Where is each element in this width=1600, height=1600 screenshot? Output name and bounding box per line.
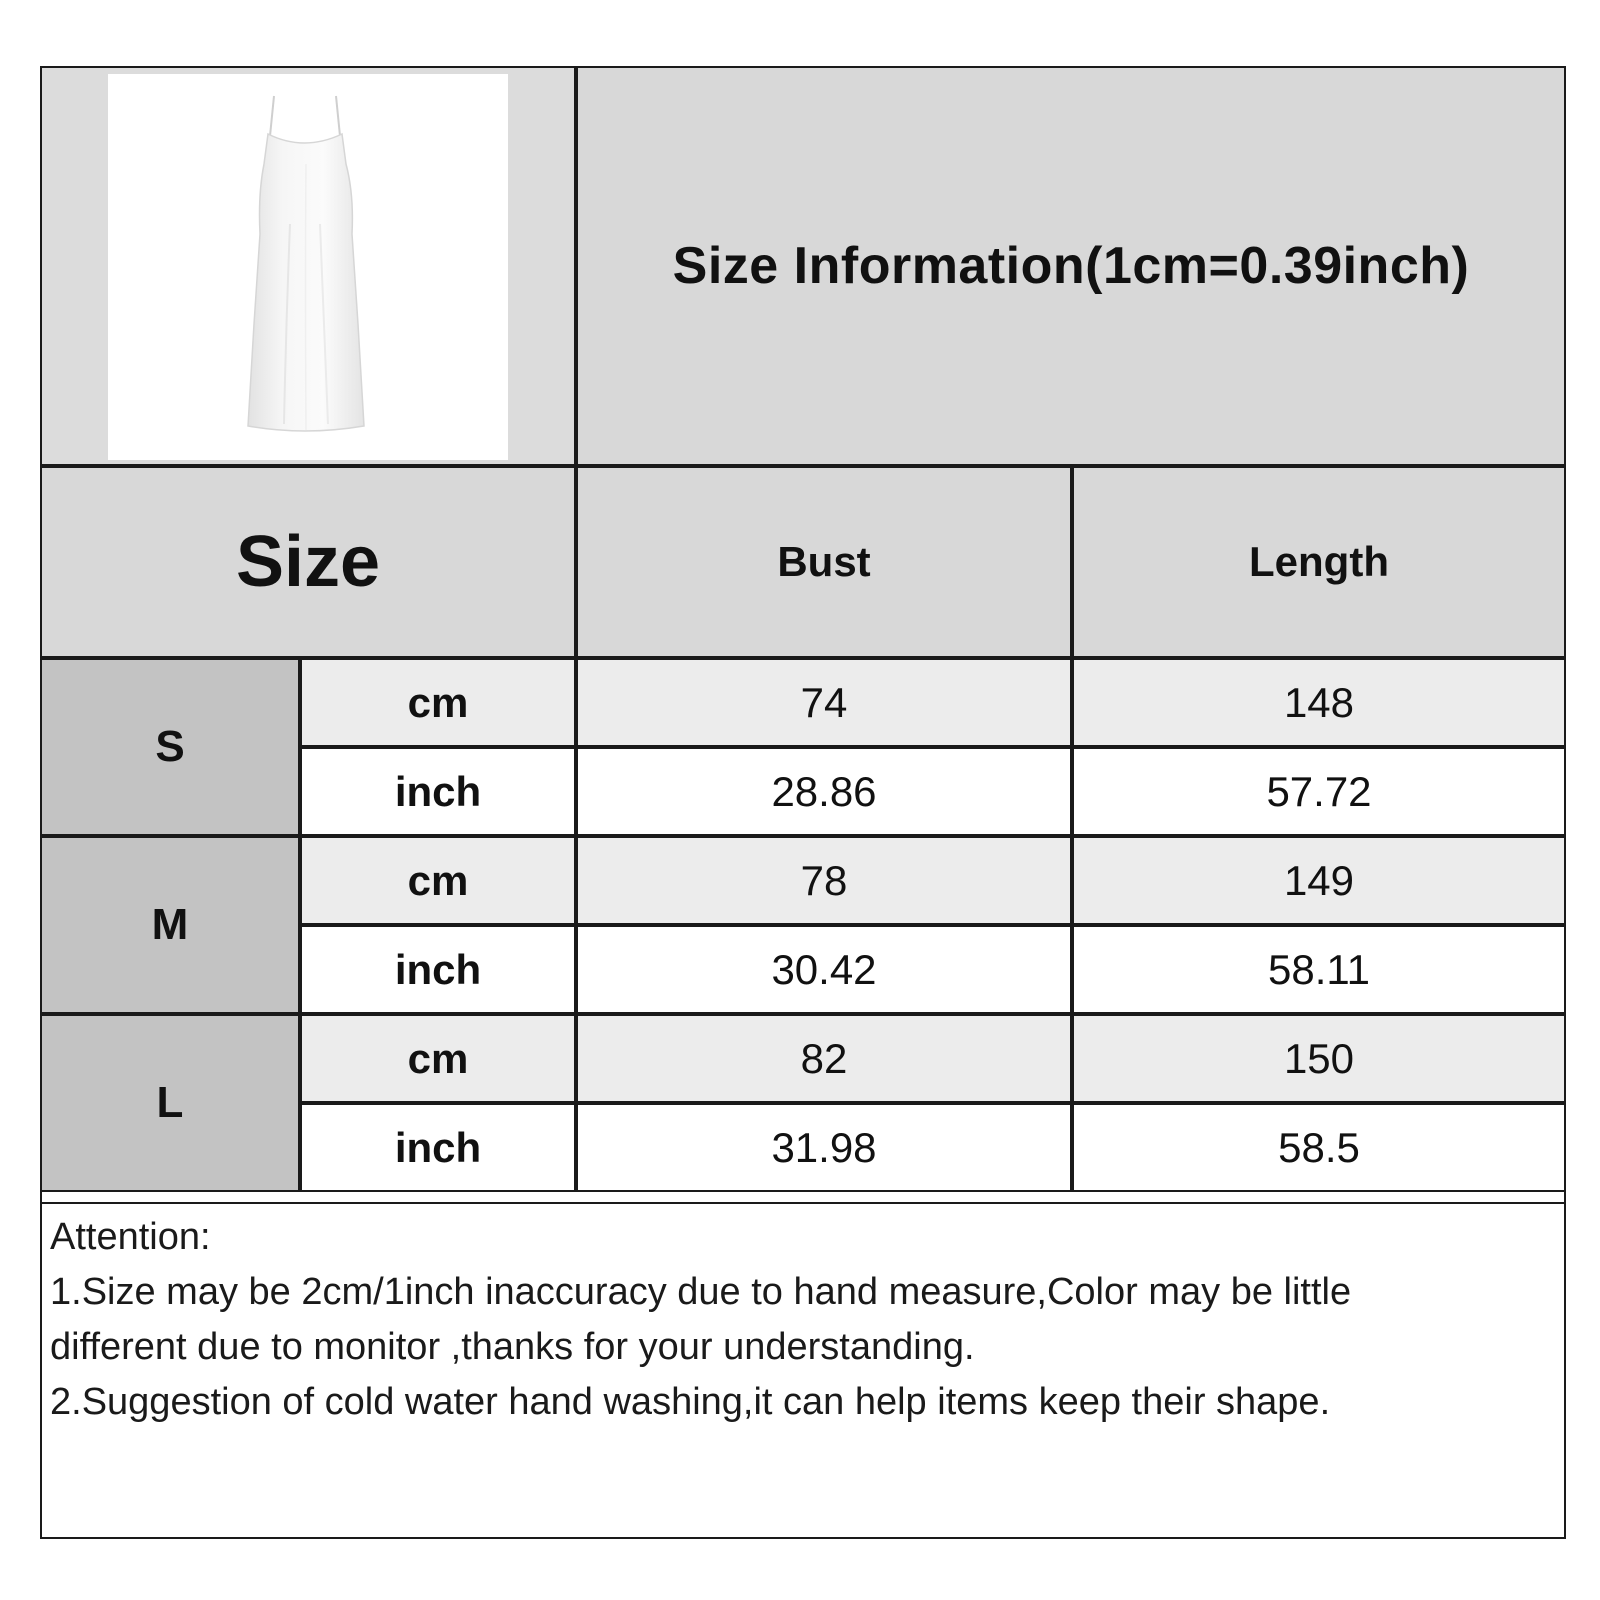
attention-heading: Attention:: [50, 1216, 211, 1258]
size-cell-m: [42, 836, 300, 1014]
page-title: Size Information(1cm=0.39inch): [672, 237, 1470, 295]
bust-value-cell: [576, 925, 1072, 1014]
unit-label: cm: [407, 678, 469, 726]
bust-value-cell: [576, 1103, 1072, 1192]
length-header-cell: [1072, 466, 1564, 658]
length-value-cell: [1072, 747, 1564, 836]
bust-value-cell: [576, 747, 1072, 836]
bust-header-cell: [576, 466, 1072, 658]
bust-value-cell: [576, 836, 1072, 925]
bust-value: 74: [800, 678, 848, 726]
unit-label: inch: [394, 767, 482, 815]
length-value-cell: [1072, 1103, 1564, 1192]
bust-value-cell: [576, 1014, 1072, 1103]
unit-label: inch: [394, 1123, 482, 1171]
size-label: L: [156, 1078, 184, 1127]
size-chart-table: [40, 66, 1566, 1539]
unit-cell: [300, 747, 576, 836]
attention-line-2: 2.Suggestion of cold water hand washing,it can help items keep their shape.: [50, 1381, 1331, 1423]
white-slip-dress-icon: [108, 74, 508, 460]
size-header-cell: [42, 466, 576, 658]
attention-line-1a: 1.Size may be 2cm/1inch inaccuracy due to hand measure,Color may be little: [50, 1271, 1352, 1313]
bust-value-cell: [576, 658, 1072, 747]
unit-label: cm: [407, 856, 469, 904]
bust-value: 82: [800, 1034, 848, 1082]
product-image-cell: [42, 68, 576, 466]
unit-cell: [300, 658, 576, 747]
size-cell-s: [42, 658, 300, 836]
length-value: 149: [1283, 856, 1355, 904]
length-value-cell: [1072, 836, 1564, 925]
unit-label: cm: [407, 1034, 469, 1082]
bust-header: Bust: [777, 538, 871, 585]
length-value: 150: [1283, 1034, 1355, 1082]
length-value-cell: [1072, 658, 1564, 747]
bust-value: 78: [800, 856, 848, 904]
size-cell-l: [42, 1014, 300, 1192]
length-value-cell: [1072, 925, 1564, 1014]
length-value-cell: [1072, 1014, 1564, 1103]
length-value: 58.5: [1278, 1123, 1360, 1171]
unit-cell: [300, 1103, 576, 1192]
unit-cell: [300, 836, 576, 925]
title-cell: [576, 68, 1564, 466]
attention-line-1b: different due to monitor ,thanks for your understanding.: [50, 1326, 975, 1368]
length-value: 58.11: [1268, 945, 1370, 993]
size-label: M: [151, 900, 189, 949]
length-header: Length: [1249, 538, 1389, 585]
bust-value: 28.86: [771, 767, 877, 815]
bust-value: 30.42: [771, 945, 877, 993]
unit-label: inch: [394, 945, 482, 993]
unit-cell: [300, 1014, 576, 1103]
length-value: 57.72: [1266, 767, 1372, 815]
length-value: 148: [1283, 678, 1355, 726]
unit-cell: [300, 925, 576, 1014]
attention-notes: [42, 1202, 1564, 1537]
size-header: Size: [235, 522, 381, 602]
product-image: [108, 74, 508, 460]
size-label: S: [155, 722, 185, 771]
bust-value: 31.98: [771, 1123, 877, 1171]
